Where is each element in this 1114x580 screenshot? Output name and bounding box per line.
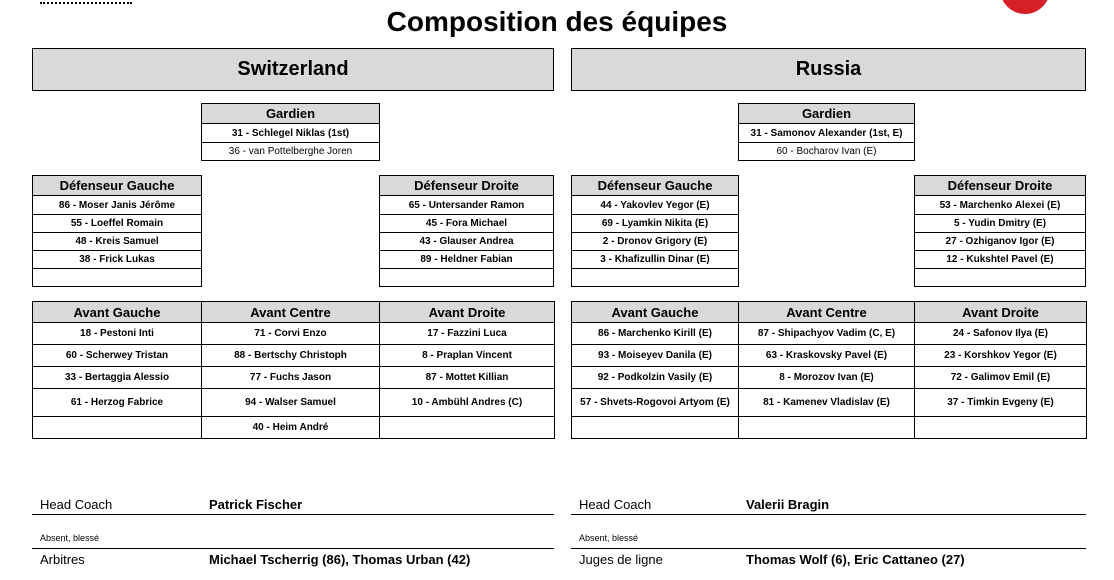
forward-cell: 10 - Ambühl Andres (C) — [380, 389, 555, 417]
forward-line — [572, 367, 1087, 389]
defense-row: 5 - Yudin Dmitry (E) — [915, 214, 1085, 232]
forward-header: Avant Centre — [739, 302, 915, 323]
forward-line — [33, 345, 555, 367]
head-coach-name: Valerii Bragin — [746, 497, 830, 512]
right-defense-box-home — [379, 175, 554, 287]
forwards-table-home — [32, 301, 555, 439]
defense-row: 69 - Lyamkin Nikita (E) — [572, 214, 738, 232]
head-coach-name: Patrick Fischer — [209, 497, 303, 512]
right-defense-box-away — [914, 175, 1086, 287]
forward-cell: 93 - Moiseyev Danila (E) — [572, 345, 739, 367]
defense-row: 65 - Untersander Ramon — [408, 199, 525, 211]
defense-row: 55 - Loeffel Romain — [33, 214, 201, 232]
absent-label: Absent, blessé — [40, 533, 100, 543]
forward-cell: 81 - Kamenev Vladislav (E) — [739, 389, 915, 417]
forward-cell — [33, 417, 202, 439]
forward-line — [572, 345, 1087, 367]
left-defense-header: Défenseur Gauche — [33, 176, 201, 196]
forward-cell: 92 - Podkolzin Vasily (E) — [572, 367, 739, 389]
forward-line — [33, 367, 555, 389]
defense-row: 45 - Fora Michael — [380, 214, 553, 232]
team-header-home: Switzerland — [32, 48, 554, 91]
goalie-row: 31 - Schlegel Niklas (1st) — [231, 127, 350, 139]
defense-row — [33, 268, 201, 286]
defense-row: 27 - Ozhiganov Igor (E) — [915, 232, 1085, 250]
defense-row — [380, 268, 553, 286]
officials-label: Arbitres — [40, 552, 85, 567]
officials-label: Juges de ligne — [579, 552, 663, 567]
defense-row: 86 - Moser Janis Jérôme — [58, 199, 176, 211]
forward-line — [572, 323, 1087, 345]
goalie-row: 31 - Samonov Alexander (1st, E) — [750, 127, 903, 139]
team-header-away: Russia — [571, 48, 1086, 91]
forward-cell: 17 - Fazzini Luca — [380, 323, 555, 345]
forward-cell: 71 - Corvi Enzo — [202, 323, 380, 345]
page-title: Composition des équipes — [386, 6, 728, 37]
forward-line — [33, 417, 555, 439]
forward-cell: 8 - Praplan Vincent — [380, 345, 555, 367]
forward-cell: 87 - Shipachyov Vadim (C, E) — [739, 323, 915, 345]
defense-row: 12 - Kukshtel Pavel (E) — [915, 250, 1085, 268]
forward-cell — [572, 417, 739, 439]
officials-names: Thomas Wolf (6), Eric Cattaneo (27) — [746, 552, 965, 567]
defense-row: 3 - Khafizullin Dinar (E) — [572, 250, 738, 268]
defense-row: 44 - Yakovlev Yegor (E) — [600, 199, 710, 211]
forwards-table-away — [571, 301, 1087, 439]
forward-header: Avant Gauche — [572, 302, 739, 323]
forward-cell: 23 - Korshkov Yegor (E) — [915, 345, 1087, 367]
forward-header: Avant Droite — [380, 302, 555, 323]
divider — [571, 514, 1086, 515]
forward-cell: 63 - Kraskovsky Pavel (E) — [739, 345, 915, 367]
goalie-row: 36 - van Pottelberghe Joren — [202, 142, 379, 160]
divider — [32, 514, 554, 515]
defense-row: 53 - Marchenko Alexei (E) — [939, 199, 1061, 211]
officials-names: Michael Tscherrig (86), Thomas Urban (42) — [209, 552, 471, 567]
defense-row: 43 - Glauser Andrea — [380, 232, 553, 250]
forward-cell — [739, 417, 915, 439]
defense-row: 48 - Kreis Samuel — [33, 232, 201, 250]
head-coach-label: Head Coach — [579, 497, 652, 512]
forward-cell: 87 - Mottet Killian — [380, 367, 555, 389]
left-defense-box-away — [571, 175, 739, 287]
forward-cell: 40 - Heim André — [202, 417, 380, 439]
goalie-box-away — [738, 103, 915, 161]
forward-header: Avant Centre — [202, 302, 380, 323]
forward-header: Avant Gauche — [33, 302, 202, 323]
forward-header: Avant Droite — [915, 302, 1087, 323]
forward-cell: 88 - Bertschy Christoph — [202, 345, 380, 367]
left-defense-header: Défenseur Gauche — [572, 176, 738, 196]
divider — [571, 548, 1086, 549]
defense-row: 89 - Heldner Fabian — [380, 250, 553, 268]
forward-cell: 72 - Galimov Emil (E) — [915, 367, 1087, 389]
forward-cell: 86 - Marchenko Kirill (E) — [572, 323, 739, 345]
goalie-header: Gardien — [202, 104, 379, 124]
defense-row — [572, 268, 738, 286]
defense-row — [915, 268, 1085, 286]
forward-cell — [915, 417, 1087, 439]
defense-row: 2 - Dronov Grigory (E) — [572, 232, 738, 250]
forward-cell: 18 - Pestoni Inti — [33, 323, 202, 345]
absent-label: Absent, blessé — [579, 533, 639, 543]
goalie-header: Gardien — [739, 104, 914, 124]
forward-line — [33, 389, 555, 417]
forward-cell: 33 - Bertaggia Alessio — [33, 367, 202, 389]
forward-line — [572, 417, 1087, 439]
forward-cell: 94 - Walser Samuel — [202, 389, 380, 417]
forward-cell: 77 - Fuchs Jason — [202, 367, 380, 389]
left-defense-box-home — [32, 175, 202, 287]
top-left-mark — [40, 0, 132, 4]
forward-cell: 61 - Herzog Fabrice — [33, 389, 202, 417]
forward-cell: 8 - Morozov Ivan (E) — [739, 367, 915, 389]
goalie-box-home — [201, 103, 380, 161]
goalie-row: 60 - Bocharov Ivan (E) — [739, 142, 914, 160]
right-defense-header: Défenseur Droite — [380, 176, 553, 196]
right-defense-header: Défenseur Droite — [915, 176, 1085, 196]
forward-cell: 57 - Shvets-Rogovoi Artyom (E) — [572, 389, 739, 417]
head-coach-label: Head Coach — [40, 497, 113, 512]
forward-cell: 37 - Timkin Evgeny (E) — [915, 389, 1087, 417]
forward-line — [33, 323, 555, 345]
defense-row: 38 - Frick Lukas — [33, 250, 201, 268]
forward-cell — [380, 417, 555, 439]
forward-cell: 60 - Scherwey Tristan — [33, 345, 202, 367]
forward-line — [572, 389, 1087, 417]
divider — [32, 548, 554, 549]
forward-cell: 24 - Safonov Ilya (E) — [915, 323, 1087, 345]
